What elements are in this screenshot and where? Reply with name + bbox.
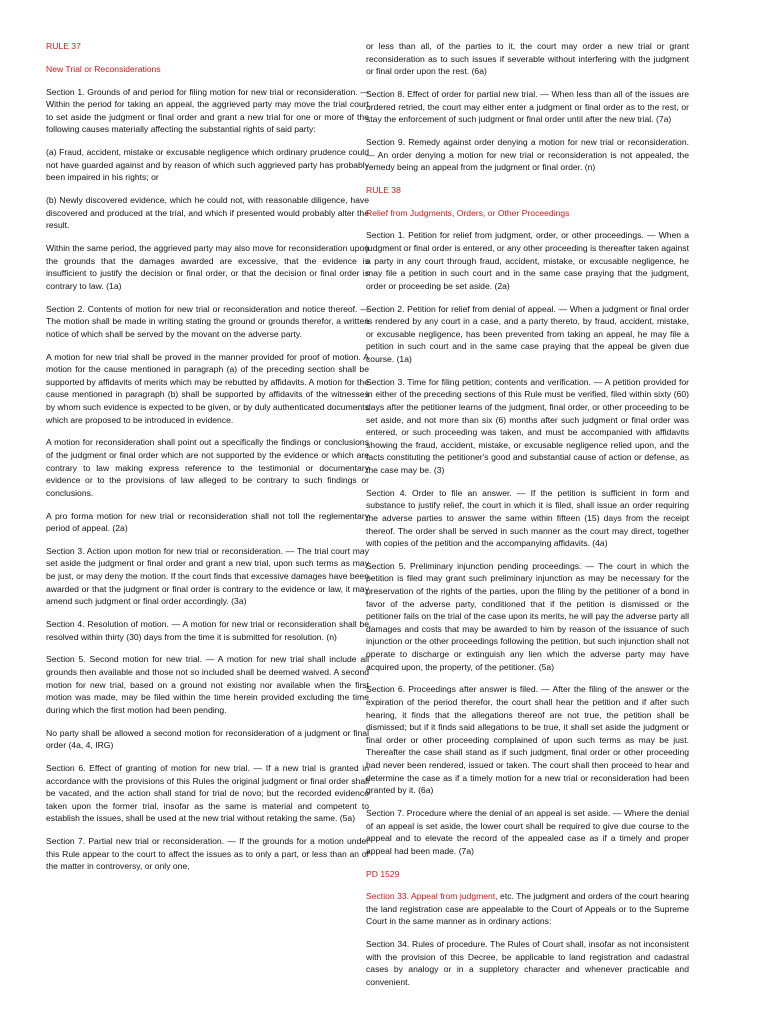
pd-1529-title: PD 1529	[366, 868, 400, 879]
paragraph: Section 6. Effect of granting of motion for new trial. — If a new trial is granted in accordance with the provisions of this Rules the original judgment or final order shall be vacated, and the action shall stand for trial de novo; but the recorded evidence taken upon the former trial, insofar as the same is material and competent to establish the issues, shall be used at the new trial without retaking the same. (5a)	[46, 762, 369, 824]
paragraph: Section 7. Partial new trial or reconsideration. — If the grounds for a motion under this Rule appear to the court to affect the issues as to only a part, or less than an of the matter in controversy, or only one,	[46, 836, 369, 872]
paragraph: No party shall be allowed a second motion for reconsideration of a judgment or final order (4a, 4, IRG)	[46, 727, 369, 751]
rule-37-title: RULE 37	[46, 41, 81, 51]
paragraph: Section 8. Effect of order for partial new trial. — When less than all of the issues are ordered retried, the court may either enter a judgment or final order as to the rest, or stay the enforcement of such judgment or final order until after the new trial. (7a)	[366, 88, 689, 125]
paragraph: (a) Fraud, accident, mistake or excusable negligence which ordinary prudence could not have guarded against and by reason of which such aggrieved party has probably been impaired in his rights; or	[46, 147, 369, 183]
paragraph: Section 1. Petition for relief from judgment, order, or other proceedings. — When a judgment or final order is entered, or any other proceeding is thereafter taken against a party in any court through fraud, accident, mistake, or excusable negligence, he may file a petition in such court and in the same case praying that the judgment, order or proceeding be set aside. (2a)	[366, 230, 689, 291]
left-column	[46, 40, 369, 883]
pd-section-34: Section 34. Rules of procedure. The Rules of Court shall, insofar as not inconsistent with the provision of this Decree, be applicable to land registration and cadastral cases by analogy or in a suppletory character and whenever practicable and convenient.	[366, 939, 689, 988]
paragraph: Section 1. Grounds of and period for filing motion for new trial or reconsideration. — Within the period for taking an appeal, the aggrieved party may move the trial court to set aside the judgment or final order and grant a new trial for one or more of the following causes materially affecting the substantial rights of said party:	[46, 86, 369, 135]
paragraph: Section 6. Proceedings after answer is filed. — After the filing of the answer or the expiration of the period therefor, the court shall hear the petition and if after such hearing, it finds that the allegations thereof are not true, the petition shall be dismissed; but if it finds said allegations to be true, it shall set aside the judgment or final order or other proceeding complained of upon such terms as may be just. Thereafter the case shall stand as if such judgment, final order or other proceeding had never been rendered, issued or taken. The court shall then proceed to hear and determine the case as if a timely motion for a new trial or reconsideration had been granted by it. (6a)	[366, 684, 689, 796]
pd-section-33-label: Section 33. Appeal from judgment,	[366, 891, 498, 902]
rule-38-title: RULE 38	[366, 184, 401, 195]
paragraph: Section 7. Procedure where the denial of an appeal is set aside. — Where the denial of an appeal is set aside, the lower court shall be required to give due course to the appeal and to elevate the record of the appealed case as if a timely and proper appeal had been made. (7a)	[366, 807, 689, 856]
pd-section-33	[366, 890, 689, 928]
paragraph: Section 3. Action upon motion for new trial or reconsideration. — The trial court may set aside the judgment or final order and grant a new trial, upon such terms as may be just, or may deny the motion. If the court finds that excessive damages have been awarded or that the judgment or final order is contrary to the evidence or law, it may amend such judgment or final order accordingly. (3a)	[46, 545, 369, 607]
paragraph: Section 4. Order to file an answer. — If the petition is sufficient in form and substance to justify relief, the court in which it is filed, shall issue an order requiring the adverse parties to answer the same within fifteen (15) days from the receipt thereof. The order shall be served in such manner as the court may direct, together with copies of the petition and the accompanying affidavits. (4a)	[366, 487, 689, 549]
paragraph: or less than all, of the parties to it, the court may order a new trial or grant reconsideration as to such issues if severable without interfering with the judgment or final order upon the rest. (6a)	[366, 41, 689, 77]
paragraph: A motion for reconsideration shall point out a specifically the findings or conclusions of the judgment or final order which are not supported by the evidence or which are contrary to law making express reference to the testimonial or documentary evidence or to the provisions of law alleged to be contrary to such findings or conclusions.	[46, 437, 369, 498]
paragraph: Section 2. Petition for relief from denial of appeal. — When a judgment or final order is rendered by any court in a case, and a party thereto, by fraud, accident, mistake, or excusable negligence, has been prevented from taking an appeal, he may file a petition in such court and in the same case praying that the appeal be given due course. (1a)	[366, 303, 689, 364]
paragraph: Section 3. Time for filing petition; contents and verification. — A petition provided for in either of the preceding sections of this Rule must be verified, filed within sixty (60) days after the petitioner learns of the judgment, final order, or other proceeding to be set aside, and not more than six (6) months after such judgment or final order was entered, or such proceeding was taken, and must be accompanied with affidavits showing the fraud, accident, mistake, or excusable negligence relied upon, and the facts constituting the petitioner's good and substantial cause of action or defense, as the case may be. (3)	[366, 376, 689, 475]
paragraph: Section 4. Resolution of motion. — A motion for new trial or reconsideration shall be resolved within thirty (30) days from the time it is submitted for resolution. (n)	[46, 619, 369, 642]
paragraph: Section 9. Remedy against order denying a motion for new trial or reconsideration. — An order denying a motion for new trial or reconsideration is not appealed, the remedy being an appeal from the judgment or final order. (n)	[366, 136, 689, 173]
paragraph: A motion for new trial shall be proved in the manner provided for proof of motion. A motion for the cause mentioned in paragraph (a) of the preceding section shall be supported by affidavits of merits which may be rebutted by affidavits. A motion for the cause mentioned in paragraph (b) shall be supported by affidavits of the witnesses by whom such evidence is expected to be given, or by duly authenticated documents which are proposed to be introduced in evidence.	[46, 351, 369, 425]
paragraph: A pro forma motion for new trial or reconsideration shall not toll the reglementary period of appeal. (2a)	[46, 510, 369, 534]
paragraph: Within the same period, the aggrieved party may also move for reconsideration upon the grounds that the damages awarded are excessive, that the evidence is insufficient to justify the decision or final order, or that the decision or final order is contrary to law. (1a)	[46, 243, 369, 291]
right-column	[366, 40, 689, 999]
paragraph: (b) Newly discovered evidence, which he could not, with reasonable diligence, have discovered and produced at the trial, and which if presented would probably alter the result.	[46, 195, 369, 231]
pd-section-33-text: etc. The judgment and orders of the court hearing the land registration case are appealable to the Court of Appeals or to the Supreme Court in the same manner as in ordinary actions:	[366, 891, 689, 927]
rule-38-subtitle: Relief from Judgments, Orders, or Other Proceedings	[366, 207, 570, 218]
paragraph: Section 5. Second motion for new trial. — A motion for new trial shall include all grounds then available and those not so included shall be deemed waived. A second motion for new trial, based on a ground not existing nor available when the first motion was made, may be filed within the time herein provided excluding the time during which the first motion had been pending.	[46, 654, 369, 715]
rule-37-subtitle: New Trial or Reconsiderations	[46, 63, 161, 74]
paragraph: Section 2. Contents of motion for new trial or reconsideration and notice thereof. — The motion shall be made in writing stating the ground or grounds therefor, a written notice of which shall be served by the movant on the adverse party.	[46, 303, 369, 339]
paragraph: Section 5. Preliminary injunction pending proceedings. — The court in which the petition is filed may grant such preliminary injunction as may be necessary for the preservation of the rights of the parties, upon the filing by the petitioner of a bond in favor of the adverse party, conditioned that if the petition is dismissed or the petitioner fails on the trial of the case upon its merits, he will pay the adverse party all damages and costs that may be awarded to him by reason of the issuance of such injunction or the other proceedings following the petition, but such injunction shall not operate to discharge or extinguish any lien which the adverse party may have acquired upon, the property, of the petitioner. (5a)	[366, 560, 689, 672]
